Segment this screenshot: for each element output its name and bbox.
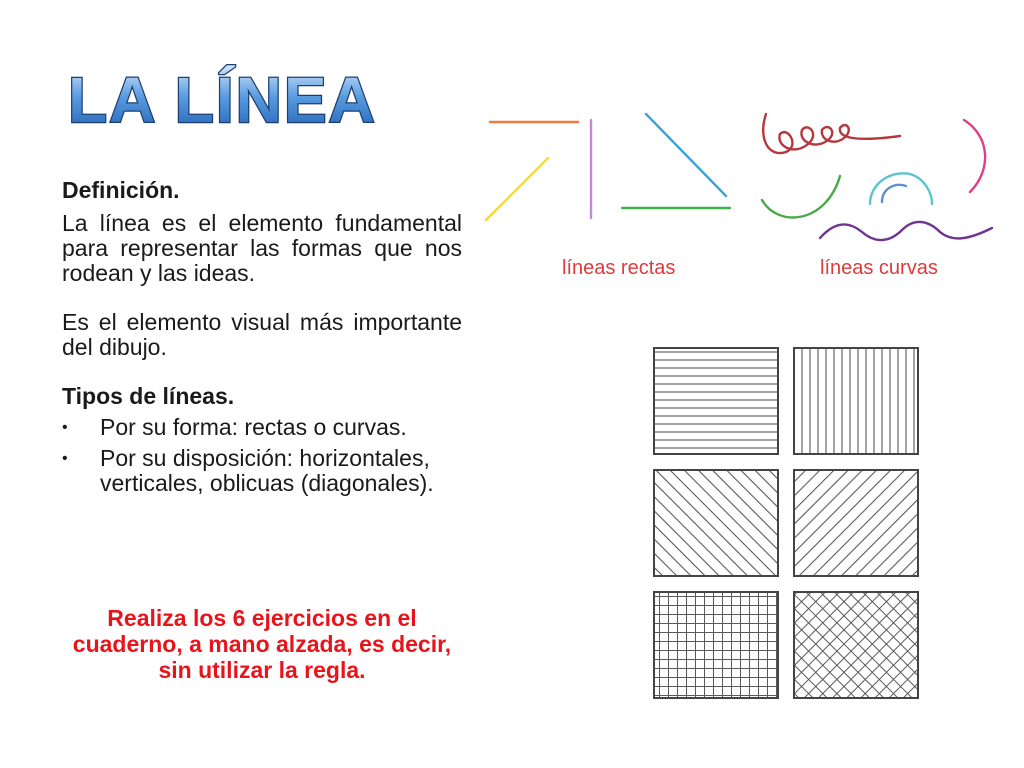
types-list bbox=[62, 415, 462, 496]
list-item-text: Por su disposición: horizontales, verticales, oblicuas (diagonales). bbox=[100, 445, 434, 496]
straight-line-blue bbox=[646, 114, 726, 196]
types-heading: Tipos de líneas. bbox=[62, 383, 235, 409]
hatch-box-diagonal-right bbox=[654, 470, 778, 576]
exercise-note: Realiza los 6 ejercicios en el cuaderno, a mano alzada, es decir, sin utilizar la regla. bbox=[72, 605, 452, 683]
hatching-exercises bbox=[646, 340, 926, 705]
hatch-box-vertical bbox=[794, 348, 918, 454]
straight-line-yellow bbox=[486, 158, 548, 220]
curved-line-loops bbox=[763, 114, 900, 153]
bullet-icon: • bbox=[62, 419, 68, 436]
curved-line-teal bbox=[870, 173, 932, 204]
list-item bbox=[62, 446, 462, 496]
curved-line-blue-small bbox=[882, 185, 906, 202]
list-item bbox=[62, 415, 462, 440]
slide-title bbox=[62, 62, 382, 134]
list-item-text: Por su forma: rectas o curvas. bbox=[100, 414, 407, 440]
hatch-box-horizontal bbox=[654, 348, 778, 454]
curved-line-purple bbox=[820, 222, 992, 240]
straight-lines-label: líneas rectas bbox=[562, 257, 676, 279]
definition-paragraph-1: La línea es el elemento fundamental para representar las formas que nos rodean y las ideas. bbox=[62, 210, 462, 286]
definition-heading: Definición. bbox=[62, 177, 180, 203]
body-text bbox=[62, 178, 462, 502]
definition-paragraph-2: Es el elemento visual más importante del dibujo. bbox=[62, 309, 462, 360]
hatch-box-grid bbox=[654, 592, 778, 698]
bullet-icon: • bbox=[62, 450, 68, 467]
hatch-box-diagonal-left bbox=[794, 470, 918, 576]
curved-line-magenta bbox=[964, 120, 985, 192]
title-wordart bbox=[62, 62, 382, 134]
curved-lines-label: líneas curvas bbox=[820, 257, 938, 279]
hatch-box-crosshatch bbox=[794, 592, 918, 698]
curved-line-green bbox=[762, 176, 840, 217]
title-text: LA LÍNEA bbox=[68, 64, 377, 134]
line-types-illustration bbox=[478, 100, 998, 290]
